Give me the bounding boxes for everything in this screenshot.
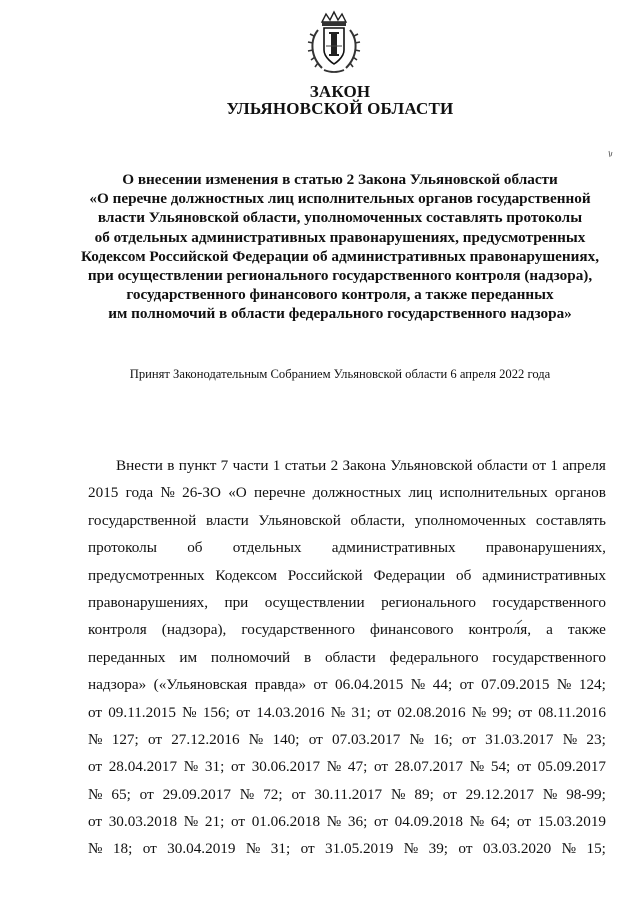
body-word: от: [308, 730, 323, 748]
body-word: от: [88, 813, 103, 831]
body-word: 47;: [347, 758, 368, 776]
body-word: об: [187, 539, 203, 557]
body-word: власти: [205, 511, 249, 529]
body-word: 1: [550, 457, 558, 474]
body-word: №: [182, 703, 197, 721]
body-word: 31.03.2017: [485, 730, 554, 748]
body-word: финансового: [370, 621, 454, 639]
body-word: («Ульяновская: [153, 676, 248, 694]
subject-line: об отдельных административных правонарушениях, предусмотренных: [94, 228, 586, 246]
body-word: №: [403, 840, 419, 858]
body-word: 156;: [202, 703, 230, 721]
body-word: 65;: [111, 785, 131, 803]
body-word: 05.09.2017: [537, 758, 606, 776]
body-word: 18;: [112, 840, 133, 858]
body-line: [88, 671, 606, 698]
body-word: Ульяновской: [390, 457, 473, 474]
body-word: 28.07.2017: [394, 758, 464, 776]
body-word: контроля,: [468, 621, 532, 639]
body-word: №: [471, 703, 487, 721]
body-word: (надзора),: [161, 621, 227, 639]
body-word: №: [183, 758, 199, 776]
body-word: №: [469, 813, 485, 831]
body-line: [88, 562, 606, 589]
body-word: при: [224, 593, 249, 611]
body-word: административных: [482, 566, 606, 584]
body-word: Кодексом: [215, 566, 277, 584]
body-word: 31;: [351, 703, 371, 721]
body-line: [88, 644, 606, 671]
body-word: административных: [331, 539, 456, 557]
body-word: полномочий: [210, 648, 291, 666]
body-word: 07.09.2015: [481, 676, 550, 694]
body-word: 30.03.2018: [108, 813, 178, 831]
body-word: 31;: [270, 840, 291, 858]
body-word: 39;: [428, 840, 449, 858]
body-line: [88, 753, 606, 780]
body-word: Внести: [116, 457, 163, 474]
subject-line: «О перечне должностных лиц исполнительных органов государственной: [89, 190, 591, 208]
body-word: 31.05.2019: [324, 840, 394, 858]
body-word: от: [300, 840, 315, 858]
body-word: 54;: [490, 758, 511, 776]
body-word: №: [469, 758, 485, 776]
body-word: протоколы: [88, 539, 157, 557]
body-word: 44;: [432, 676, 453, 694]
body-word: 140;: [272, 730, 300, 748]
body-word: государственного: [492, 648, 606, 666]
body-word: от: [147, 730, 162, 748]
body-line: [88, 781, 606, 808]
body-word: №: [562, 730, 578, 748]
body-word: №: [561, 840, 577, 858]
body-word: от: [373, 813, 388, 831]
body-word: регионального: [381, 593, 477, 611]
body-line: [88, 589, 606, 616]
body-word: №: [248, 730, 264, 748]
body-line: [88, 699, 606, 726]
body-word: 64;: [490, 813, 511, 831]
body-word: исполнительных: [439, 484, 548, 502]
body-word: а: [546, 621, 553, 639]
body-line: [88, 726, 606, 753]
body-word: 21;: [204, 813, 225, 831]
body-word: №: [330, 703, 346, 721]
body-word: Закона: [342, 457, 386, 474]
body-word: №: [239, 785, 255, 803]
body-line: [88, 835, 606, 862]
body-word: Федерации: [373, 566, 446, 584]
body-word: №: [88, 785, 103, 803]
body-word: государственного: [492, 593, 606, 611]
body-word: 02.08.2016: [397, 703, 466, 721]
subject-line: О внесении изменения в статью 2 Закона Ульяновской области: [122, 171, 558, 188]
body-word: также: [567, 621, 606, 639]
body-word: 1: [272, 457, 281, 474]
body-word: года: [125, 484, 154, 502]
body-word: «О: [228, 484, 247, 502]
body-line: [88, 452, 606, 479]
body-word: №: [542, 785, 558, 803]
subject-line: государственного финансового контроля, а также переданных: [126, 286, 554, 304]
body-word: №: [326, 758, 342, 776]
scan-mark: [607, 150, 615, 158]
subject-line: власти Ульяновской области, уполномоченных составлять протоколы: [97, 209, 583, 227]
body-word: 127;: [111, 730, 139, 748]
body-line: [88, 479, 606, 506]
body-word: пункт: [178, 457, 217, 474]
body-word: государственного: [241, 621, 355, 639]
body-word: государственной: [88, 511, 197, 529]
subject-line: им полномочий в области федерального государственного надзора»: [108, 305, 572, 323]
body-word: федерального: [389, 648, 479, 666]
body-word: части: [232, 457, 269, 474]
body-word: Российской: [287, 566, 363, 584]
law-body-text: [88, 452, 606, 863]
adoption-note: Принят Законодательным Собранием Ульяновской области 6 апреля 2022 года: [129, 367, 551, 381]
body-word: от: [139, 785, 154, 803]
body-word: от: [88, 758, 103, 776]
subject-line: Кодексом Российской Федерации об административных правонарушениях,: [80, 247, 600, 265]
body-word: области: [324, 648, 376, 666]
body-word: от: [230, 758, 246, 776]
body-word: перечне: [254, 484, 306, 502]
body-word: уполномоченных: [414, 511, 527, 529]
body-word: №: [556, 676, 572, 694]
body-word: №: [183, 813, 199, 831]
body-word: контроля: [88, 621, 147, 639]
body-word: от: [517, 703, 533, 721]
body-word: лиц: [408, 484, 433, 502]
body-word: от: [459, 676, 474, 694]
body-word: от: [236, 703, 251, 721]
body-word: правда»: [254, 676, 307, 694]
body-word: 14.03.2016: [256, 703, 325, 721]
region-title: УЛЬЯНОВСКОЙ ОБЛАСТИ: [226, 99, 454, 118]
body-word: 16;: [433, 730, 453, 748]
body-word: переданных: [88, 648, 166, 666]
ulyanovsk-coat-of-arms-icon: [304, 8, 364, 76]
body-word: в: [303, 648, 312, 666]
body-word: 36;: [347, 813, 368, 831]
body-word: от: [291, 785, 306, 803]
body-word: 23;: [586, 730, 606, 748]
body-word: области: [476, 457, 528, 474]
body-word: от: [461, 730, 476, 748]
body-word: предусмотренных: [88, 566, 205, 584]
body-word: №: [410, 676, 426, 694]
body-line: [88, 507, 606, 534]
body-word: правонарушениях,: [485, 539, 606, 557]
body-word: 124;: [578, 676, 606, 694]
body-word: №: [391, 785, 406, 803]
body-word: 26-ЗО: [182, 484, 221, 502]
body-word: 27.12.2016: [171, 730, 240, 748]
body-word: им: [179, 648, 198, 666]
body-word: составлять: [535, 511, 606, 529]
body-line: [88, 616, 606, 643]
body-word: 06.04.2015: [335, 676, 404, 694]
body-word: от: [442, 785, 457, 803]
body-word: в: [167, 457, 175, 474]
body-word: отдельных: [232, 539, 302, 557]
body-word: 2: [330, 457, 339, 474]
body-word: 30.06.2017: [251, 758, 321, 776]
body-word: от: [88, 703, 103, 721]
body-word: №: [88, 840, 103, 858]
body-word: апреля: [562, 457, 606, 474]
scan-mark: [516, 618, 524, 626]
body-word: от: [230, 813, 246, 831]
body-word: №: [88, 730, 103, 748]
body-word: от: [458, 840, 473, 858]
body-word: об: [455, 566, 472, 584]
body-word: от: [313, 676, 328, 694]
body-word: 89;: [414, 785, 434, 803]
law-subject: [60, 170, 620, 324]
body-word: 30.04.2019: [167, 840, 236, 858]
body-word: 15.03.2019: [537, 813, 606, 831]
body-word: №: [409, 730, 425, 748]
body-word: 03.03.2020: [482, 840, 552, 858]
body-word: 29.09.2017: [162, 785, 231, 803]
body-word: 31;: [204, 758, 225, 776]
body-word: от: [373, 758, 388, 776]
body-word: 09.11.2015: [108, 703, 176, 721]
body-word: 99;: [492, 703, 512, 721]
subject-line: при осуществлении регионального государственного контроля (надзора),: [87, 267, 593, 285]
body-word: области,: [350, 511, 406, 529]
body-word: 08.11.2016: [538, 703, 606, 721]
body-word: должностных: [312, 484, 402, 502]
body-word: от: [532, 457, 547, 474]
body-line: [88, 534, 606, 561]
body-word: 07.03.2017: [331, 730, 401, 748]
body-word: №: [245, 840, 261, 858]
body-word: осуществлении: [264, 593, 365, 611]
body-word: №: [160, 484, 175, 502]
body-word: 72;: [263, 785, 283, 803]
body-word: органов: [554, 484, 606, 502]
body-word: 28.04.2017: [108, 758, 178, 776]
body-word: правонарушениях,: [88, 593, 209, 611]
body-word: 29.12.2017: [465, 785, 534, 803]
body-word: надзора»: [88, 676, 147, 694]
body-word: Ульяновской: [258, 511, 341, 529]
body-line: [88, 808, 606, 835]
body-word: статьи: [284, 457, 327, 474]
body-word: от: [516, 813, 531, 831]
body-word: 98-99;: [566, 785, 606, 803]
body-word: 7: [220, 457, 229, 474]
body-word: 01.06.2018: [251, 813, 321, 831]
body-word: от: [377, 703, 392, 721]
body-word: от: [516, 758, 531, 776]
body-word: 30.11.2017: [314, 785, 383, 803]
body-word: от: [142, 840, 157, 858]
body-word: 2015: [88, 484, 119, 502]
body-word: №: [326, 813, 342, 831]
document-type-title: ЗАКОН: [309, 82, 371, 101]
body-word: 15;: [586, 840, 606, 858]
body-word: 04.09.2018: [394, 813, 464, 831]
